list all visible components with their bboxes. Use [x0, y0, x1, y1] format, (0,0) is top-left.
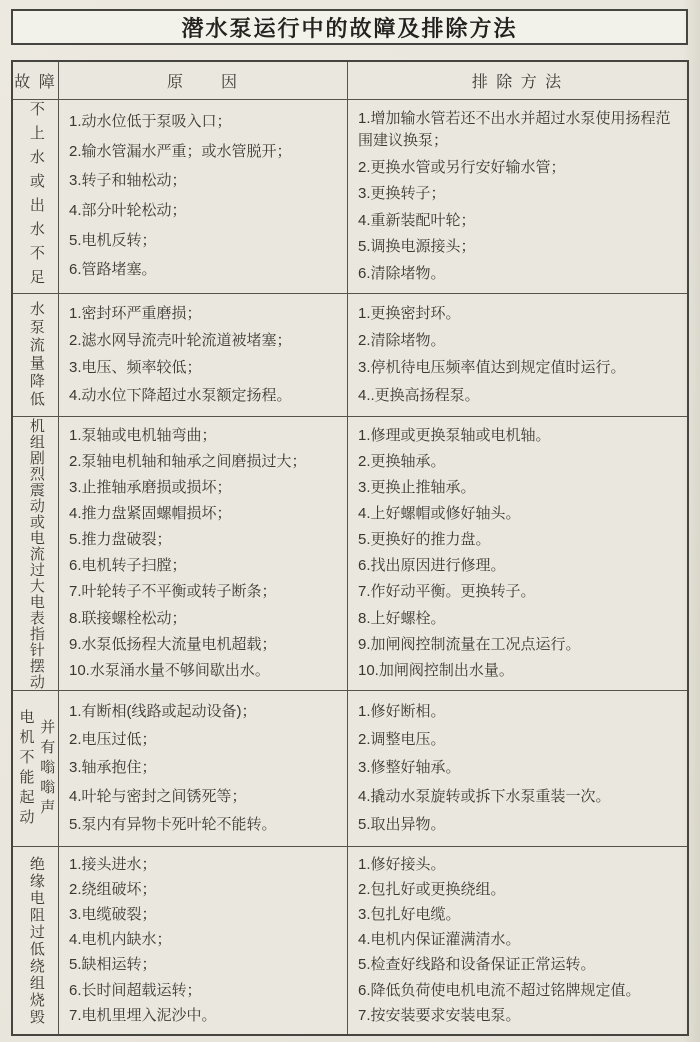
- document-title-box: [11, 9, 688, 45]
- fault-label: 电机不能起动: [17, 708, 35, 829]
- fault-label: 不上水或出水不足: [27, 100, 45, 293]
- cause-item: 1.动水位低于泵吸入口；: [69, 113, 232, 131]
- cause-item: 2.绕组破坏；: [69, 880, 157, 898]
- remedy-item: 7.作好动平衡。更换转子。: [358, 583, 536, 601]
- causes-cell: [59, 100, 348, 293]
- remedies-cell: [348, 691, 687, 846]
- table-row: [13, 417, 687, 691]
- remedies-list: [348, 417, 687, 690]
- remedy-item: 4..更换高扬程泵。: [358, 386, 480, 404]
- remedy-item: 3.包扎好电缆。: [358, 906, 461, 924]
- remedy-item: 10.加闸阀控制出水量。: [358, 661, 514, 679]
- remedy-item: 3.更换转子；: [358, 185, 446, 203]
- remedy-item: 3.修整好轴承。: [358, 759, 461, 777]
- remedy-item: 1.修好接头。: [358, 855, 446, 873]
- cause-item: 8.联接螺栓松动；: [69, 609, 187, 627]
- remedy-item: 3.停机待电压频率值达到规定值时运行。: [358, 359, 626, 377]
- table-row: [13, 100, 687, 294]
- remedies-cell: [348, 417, 687, 690]
- remedy-item: 5.检查好线路和设备保证正常运转。: [358, 956, 596, 974]
- cause-item: 10.水泵涌水量不够间歇出水。: [69, 661, 270, 679]
- cause-item: 4.动水位下降超过水泵额定扬程。: [69, 386, 292, 404]
- causes-list: [59, 691, 347, 846]
- remedies-list: [348, 691, 687, 846]
- remedies-list: [348, 847, 687, 1034]
- fault-label: 并有嗡嗡声: [38, 718, 56, 819]
- causes-cell: [59, 417, 348, 690]
- cause-item: 6.长时间超载运转；: [69, 981, 202, 999]
- header-remedy: 排 除 方 法: [471, 74, 564, 91]
- remedies-list: [348, 100, 687, 293]
- fault-cell: [13, 100, 59, 293]
- cause-item: 4.部分叶轮松动；: [69, 202, 187, 220]
- document-title: 潜水泵运行中的故障及排除方法: [181, 15, 518, 41]
- remedy-item: 9.加闸阀控制流量在工况点运行。: [358, 635, 581, 653]
- causes-cell: [59, 691, 348, 846]
- causes-list: [59, 100, 347, 293]
- cause-item: 6.电机转子扫膛；: [69, 557, 187, 575]
- remedy-item: 4.上好螺帽或修好轴头。: [358, 505, 521, 522]
- remedy-item: 5.取出异物。: [358, 815, 446, 833]
- remedy-item: 2.调整电压。: [358, 731, 446, 748]
- table-body: [13, 100, 687, 1034]
- remedy-item: 2.更换轴承。: [358, 452, 446, 470]
- cause-item: 4.电机内缺水；: [69, 931, 172, 949]
- cause-item: 7.电机里埋入泥沙中。: [69, 1006, 217, 1024]
- fault-table: [11, 60, 689, 1036]
- remedy-item: 8.上好螺栓。: [358, 609, 446, 627]
- fault-label: 机组剧烈震动或电流过大电表指针摆动: [27, 417, 45, 690]
- cause-item: 7.叶轮转子不平衡或转子断条；: [69, 583, 277, 601]
- table-header-row: [13, 62, 687, 100]
- remedy-item: 4.电机内保证灌满清水。: [358, 931, 521, 949]
- fault-cell: [13, 294, 59, 416]
- remedy-item: 5.更换好的推力盘。: [358, 531, 491, 549]
- remedy-item: 1.增加输水管若还不出水并超过水泵使用扬程范围建议换泵；: [358, 109, 671, 150]
- remedy-item: 6.清除堵物。: [358, 264, 446, 282]
- remedy-item: 1.修理或更换泵轴或电机轴。: [358, 426, 551, 444]
- cause-item: 2.滤水网导流壳叶轮流道被堵塞；: [69, 332, 292, 350]
- cause-item: 2.输水管漏水严重；或水管脱开；: [69, 142, 292, 160]
- cause-item: 5.推力盘破裂；: [69, 531, 172, 549]
- cause-item: 6.管路堵塞。: [69, 261, 157, 279]
- remedy-item: 1.修好断相。: [358, 702, 446, 720]
- cause-item: 4.叶轮与密封之间锈死等；: [69, 787, 247, 805]
- causes-list: [59, 417, 347, 690]
- cause-item: 1.接头进水；: [69, 855, 157, 873]
- remedy-item: 5.调换电源接头；: [358, 238, 476, 256]
- remedy-item: 2.更换水管或另行安好输水管；: [358, 158, 566, 176]
- remedies-cell: [348, 100, 687, 293]
- cause-item: 9.水泵低扬程大流量电机超载；: [69, 635, 277, 653]
- fault-cell: [13, 417, 59, 690]
- remedy-item: 6.找出原因进行修理。: [358, 557, 506, 575]
- remedy-item: 3.更换止推轴承。: [358, 478, 476, 496]
- cause-item: 1.泵轴或电机轴弯曲；: [69, 426, 217, 444]
- cause-item: 3.转子和轴松动；: [69, 172, 187, 190]
- cause-item: 5.泵内有异物卡死叶轮不能转。: [69, 815, 277, 833]
- cause-item: 3.轴承抱住；: [69, 759, 157, 777]
- causes-list: [59, 294, 347, 416]
- table-row: [13, 294, 687, 417]
- cause-item: 1.密封环严重磨损；: [69, 304, 202, 322]
- cause-item: 3.电压、频率较低；: [69, 359, 202, 377]
- remedies-cell: [348, 294, 687, 416]
- remedy-item: 2.清除堵物。: [358, 332, 446, 350]
- cause-item: 3.止推轴承磨损或损坏；: [69, 478, 232, 496]
- causes-cell: [59, 294, 348, 416]
- remedy-item: 7.按安装要求安装电泵。: [358, 1006, 521, 1024]
- remedies-cell: [348, 847, 687, 1034]
- cause-item: 1.有断相(线路或起动设备)；: [69, 702, 257, 720]
- remedy-item: 4.撬动水泵旋转或拆下水泵重装一次。: [358, 787, 611, 805]
- causes-list: [59, 847, 347, 1034]
- fault-label: 绝缘电阻过低绕组烧毁: [27, 855, 45, 1026]
- table-row: [13, 691, 687, 847]
- header-cause: 原 因: [59, 62, 348, 99]
- remedy-item: 6.降低负荷使电机电流不超过铭牌规定值。: [358, 981, 641, 999]
- cause-item: 2.电压过低；: [69, 731, 157, 748]
- remedy-item: 4.重新装配叶轮；: [358, 211, 476, 229]
- fault-label: 水泵流量降低: [27, 301, 45, 409]
- causes-cell: [59, 847, 348, 1034]
- cause-item: 3.电缆破裂；: [69, 906, 157, 924]
- table-row: [13, 847, 687, 1034]
- cause-item: 4.推力盘紧固螺帽损坏；: [69, 505, 232, 522]
- remedy-item: 2.包扎好或更换绕组。: [358, 880, 506, 898]
- header-fault: 故 障: [13, 62, 59, 99]
- remedy-item: 1.更换密封环。: [358, 304, 461, 322]
- remedies-list: [348, 294, 687, 416]
- cause-item: 5.电机反转；: [69, 231, 157, 249]
- cause-item: 2.泵轴电机轴和轴承之间磨损过大；: [69, 452, 307, 470]
- cause-item: 5.缺相运转；: [69, 956, 157, 974]
- fault-cell: [13, 847, 59, 1034]
- fault-cell: [13, 691, 59, 846]
